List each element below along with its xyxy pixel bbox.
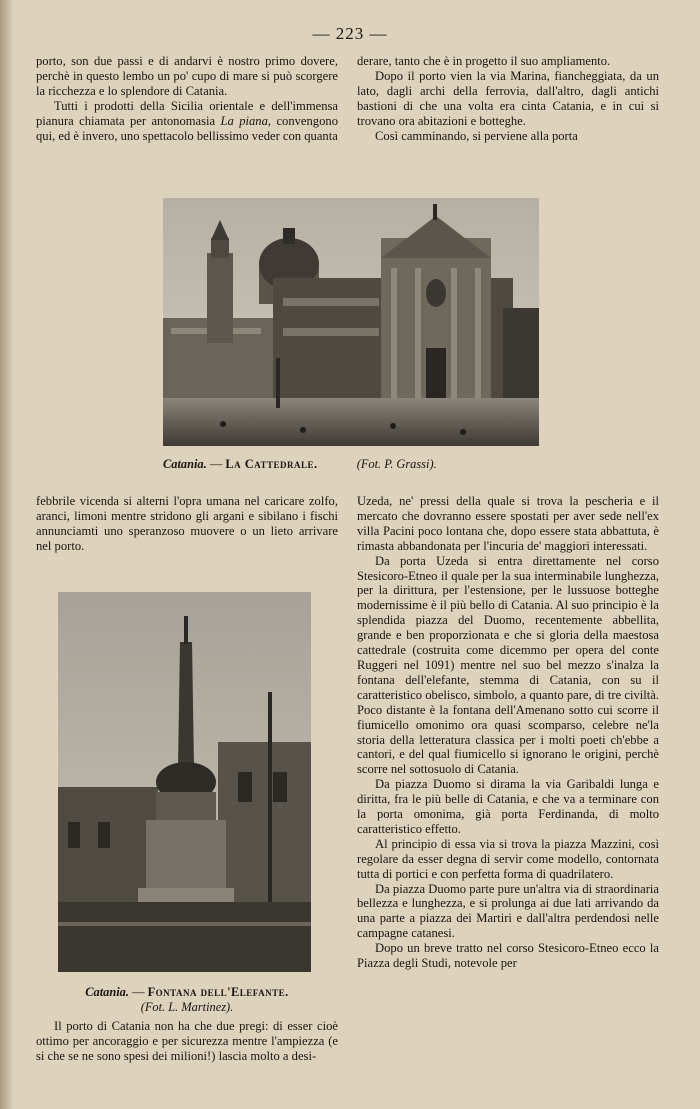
paragraph: Dopo un breve tratto nel corso Stesicoro-Etneo ecco la Piazza degli Studi, notevole per <box>357 941 659 971</box>
paragraph: Tutti i prodotti della Sicilia orientale e dell'immensa pianura chiamata per antonomasia La piana, convengono qui, ed è invero, uno spettacolo bellissimo veder con quanta <box>36 98 338 143</box>
top-right-column <box>357 54 659 143</box>
paragraph: Da piazza Duomo parte pure un'altra via di straordinaria bellezza e lunghezza, e si prolunga ai due lati arrivando da una parte a piazza dei Martiri e dall'altra perdendosi nelle campagne catanesi. <box>357 881 659 941</box>
paragraph: porto, son due passi e di andarvi è nostro primo dovere, perchè in questo lembo un po' cupo di mare si può scorgere la ricchezza e lo splendore di Catania. <box>36 54 338 98</box>
bottom-left-column-upper <box>36 494 338 554</box>
fountain-illustration <box>58 592 311 972</box>
cathedral-photo <box>163 198 539 446</box>
bottom-right-column <box>357 494 659 971</box>
paragraph: Il porto di Catania non ha che due pregi: di esser cioè ottimo per ancoraggio e per sicurezza mentre l'ampiezza (e si che se ne sono spesi dei milioni!) lascia molto a desi- <box>36 1019 338 1063</box>
paragraph: Così camminando, si perviene alla porta <box>375 128 578 143</box>
page-number: — 223 — <box>312 24 388 43</box>
caption-place: Catania. <box>163 457 207 471</box>
caption-dash: — <box>128 985 148 999</box>
cathedral-illustration <box>163 198 539 446</box>
paragraph: derare, tanto che è in progetto il suo ampliamento. <box>357 54 611 68</box>
paragraph: Da piazza Duomo si dirama la via Garibaldi lunga e diritta, fra le più belle di Catania, e che va a terminare con la porta omonima, già porta Ferdinanda, di molto caratteristico effetto. <box>357 777 659 836</box>
caption-credit: (Fot. L. Martinez). <box>140 1000 234 1014</box>
caption-title: Fontana dell'Elefante. <box>147 985 289 999</box>
caption-place: Catania. <box>85 985 129 999</box>
caption-title: La Cattedrale. <box>225 457 318 471</box>
paragraph: Al principio di essa via si trova la piazza Mazzini, così regolare da esser degna di servir come modello, contornata tutta di portici e con perfetta forma di quadrilatero. <box>357 836 659 881</box>
italic-term: La piana <box>220 113 268 128</box>
paragraph: Uzeda, ne' pressi della quale si trova la pescheria e il mercato che dovranno essere spostati per aver sede nell'ex villa Pacini poco lontana che, dopo essere stata abbattuta, è rimasta abbandonata per l'incuria de' maggiori interessati. <box>357 494 659 553</box>
cathedral-caption <box>163 457 603 472</box>
bottom-left-column-lower <box>36 1019 338 1064</box>
paragraph: Da porta Uzeda si entra direttamente nel corso Stesicoro-Etneo il quale per la sua interminabile lunghezza, per la dirittura, per l'estensione, per le lussuose botteghe modernissime è il più bello di Catania. Al suo principio è la splendida piazza del Duomo, recentemente abbellita, grande e ben proporzionata e che si gloria della maestosa cattedrale (costruita come dicemmo per opera del conte Ruggeri nel 1091) mentre nel suo bel mezzo s'inalza la fontana dell'elefante, stemma di Catania, con su il caratteristico obelisco, simbolo, a quanto pare, di tre civiltà. Poco distante è la fontana dell'Amenano sotto cui scorre il fiumicello omonimo ora quasi scomparso, celebre ne'la storia della letteratura classica per i molti poeti ch'ebbe a cantori, e del qual fiumicello si ignorano le origini, perchè scorre nel sottosuolo di Catania. <box>357 553 659 777</box>
top-left-column <box>36 54 338 143</box>
page-edge <box>0 0 14 1109</box>
fountain-caption <box>36 985 338 1015</box>
paragraph: febbrile vicenda si alterni l'opra umana nel caricare zolfo, aranci, limoni mentre stridono gli argani e sibilano i fischi annunciamti uno speranzoso muovere o un lieto arrivare nel porto. <box>36 494 338 553</box>
fountain-photo <box>58 592 311 972</box>
caption-dash: — <box>206 457 226 471</box>
paragraph: Dopo il porto vien la via Marina, fiancheggiata, da un lato, dagli archi della ferrovia, dall'altro, dagli antichi bastioni di che una volta era cinta Catania, e in cui si trovano ora abitazioni e botteghe. <box>357 68 659 128</box>
caption-credit: (Fot. P. Grassi). <box>356 457 437 471</box>
